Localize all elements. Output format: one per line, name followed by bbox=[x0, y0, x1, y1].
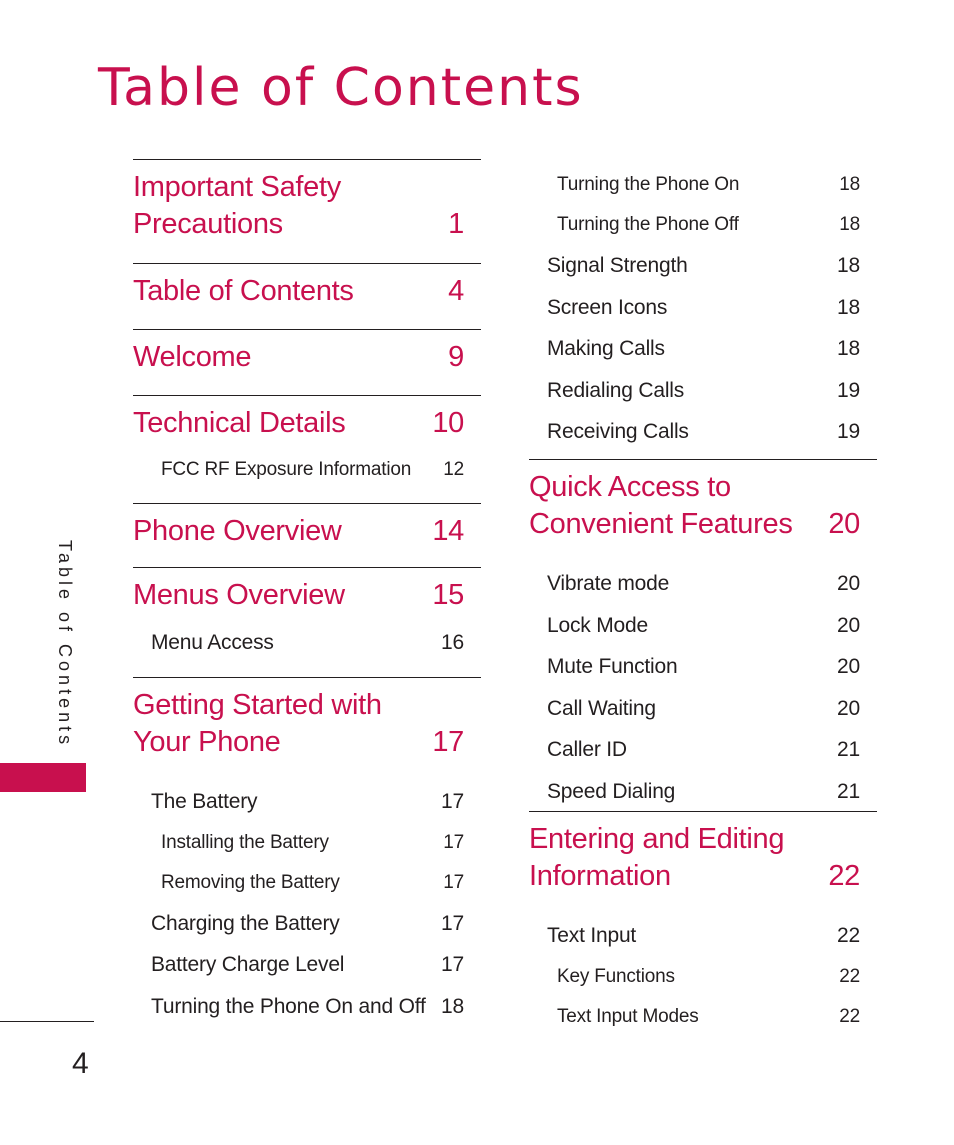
section-heading[interactable] bbox=[133, 513, 481, 550]
entry-label: Menu Access bbox=[151, 631, 274, 654]
section-page: 20 bbox=[828, 508, 860, 540]
toc-entry[interactable] bbox=[529, 915, 877, 957]
toc-column-right bbox=[529, 165, 877, 1037]
toc-entry[interactable] bbox=[529, 411, 877, 453]
entry-page: 16 bbox=[441, 631, 464, 654]
section-heading[interactable] bbox=[133, 405, 481, 442]
entry-label: Speed Dialing bbox=[547, 779, 676, 803]
toc-entry[interactable] bbox=[529, 729, 877, 771]
section-heading[interactable] bbox=[529, 469, 877, 543]
section-heading[interactable] bbox=[133, 339, 481, 376]
entry-label: Redialing Calls bbox=[547, 378, 685, 402]
entry-label: The Battery bbox=[151, 790, 258, 813]
toc-entry[interactable] bbox=[133, 450, 481, 490]
entry-page: 20 bbox=[837, 696, 860, 720]
entry-page: 21 bbox=[837, 738, 860, 761]
section-title: Entering and Editing Information bbox=[529, 823, 785, 892]
toc-entry[interactable] bbox=[529, 997, 877, 1037]
toc-section bbox=[529, 811, 877, 1037]
entry-label: Installing the Battery bbox=[161, 831, 329, 853]
entry-label: Call Waiting bbox=[547, 696, 656, 720]
toc-entry[interactable] bbox=[529, 245, 877, 287]
section-page: 17 bbox=[432, 726, 464, 758]
entry-page: 17 bbox=[441, 790, 464, 813]
toc-entry[interactable] bbox=[529, 605, 877, 647]
section-heading[interactable] bbox=[133, 577, 481, 614]
section-page: 9 bbox=[448, 341, 464, 373]
section-page: 1 bbox=[448, 208, 464, 240]
section-title: Getting Started with Your Phone bbox=[133, 689, 382, 758]
entry-label: Charging the Battery bbox=[151, 911, 340, 935]
toc-entry[interactable] bbox=[133, 781, 481, 823]
entry-page: 17 bbox=[443, 831, 464, 853]
entry-page: 22 bbox=[837, 924, 860, 947]
toc-entry[interactable] bbox=[529, 563, 877, 605]
side-section-label: Table of Contents bbox=[55, 540, 75, 749]
toc-entry[interactable] bbox=[529, 328, 877, 370]
entry-label: Screen Icons bbox=[547, 295, 668, 319]
section-title: Menus Overview bbox=[133, 579, 345, 611]
toc-entry[interactable] bbox=[133, 986, 481, 1028]
page-number: 4 bbox=[72, 1047, 89, 1080]
toc-entry[interactable] bbox=[529, 646, 877, 688]
entry-label: Turning the Phone On and Off bbox=[151, 994, 426, 1018]
entry-page: 18 bbox=[837, 337, 860, 360]
section-page: 4 bbox=[448, 275, 464, 307]
section-title: Quick Access to Convenient Features bbox=[529, 471, 793, 540]
entry-page: 18 bbox=[839, 214, 860, 235]
entry-label: Battery Charge Level bbox=[151, 953, 345, 976]
entry-page: 17 bbox=[441, 953, 464, 976]
entry-label: Making Calls bbox=[547, 337, 665, 360]
toc-section bbox=[133, 503, 481, 567]
entry-page: 18 bbox=[837, 295, 860, 319]
section-title: Technical Details bbox=[133, 407, 346, 439]
entry-page: 22 bbox=[839, 1005, 860, 1027]
toc-section bbox=[133, 677, 481, 1027]
toc-entry[interactable] bbox=[529, 771, 877, 813]
entry-label: Removing the Battery bbox=[161, 871, 340, 893]
entry-page: 18 bbox=[839, 174, 860, 195]
entry-label: Turning the Phone On bbox=[557, 174, 740, 195]
entry-page: 12 bbox=[443, 459, 464, 480]
toc-section bbox=[133, 567, 481, 677]
entry-label: Text Input Modes bbox=[557, 1005, 699, 1027]
toc-section bbox=[529, 459, 877, 811]
toc-entry[interactable] bbox=[529, 370, 877, 412]
toc-entry[interactable] bbox=[133, 863, 481, 903]
entry-page: 17 bbox=[443, 871, 464, 893]
toc-entry[interactable] bbox=[529, 957, 877, 997]
section-title: Welcome bbox=[133, 341, 252, 373]
section-page: 14 bbox=[432, 515, 464, 547]
toc-entry[interactable] bbox=[529, 205, 877, 245]
entry-page: 20 bbox=[837, 613, 860, 637]
toc-entry[interactable] bbox=[133, 944, 481, 986]
entry-label: Vibrate mode bbox=[547, 572, 670, 595]
entry-label: Lock Mode bbox=[547, 613, 648, 637]
entry-page: 18 bbox=[441, 994, 464, 1018]
entry-page: 17 bbox=[441, 911, 464, 935]
section-heading[interactable] bbox=[133, 687, 481, 761]
entry-label: Caller ID bbox=[547, 738, 627, 761]
toc-section bbox=[133, 395, 481, 503]
entry-page: 19 bbox=[837, 420, 860, 443]
entry-label: Mute Function bbox=[547, 655, 678, 678]
entry-page: 20 bbox=[837, 655, 860, 678]
toc-column-left bbox=[133, 159, 481, 1027]
toc-entry[interactable] bbox=[529, 688, 877, 730]
entry-label: FCC RF Exposure Information bbox=[161, 459, 412, 480]
toc-section bbox=[133, 263, 481, 329]
section-page: 22 bbox=[828, 860, 860, 892]
entry-page: 20 bbox=[837, 572, 860, 595]
entry-page: 22 bbox=[839, 965, 860, 987]
side-tab-marker bbox=[0, 763, 86, 792]
section-page: 10 bbox=[432, 407, 464, 439]
entry-page: 19 bbox=[837, 378, 860, 402]
section-title: Table of Contents bbox=[133, 275, 354, 307]
toc-entry[interactable] bbox=[133, 903, 481, 945]
toc-entry[interactable] bbox=[133, 622, 481, 664]
section-heading[interactable] bbox=[529, 821, 877, 895]
section-page: 15 bbox=[432, 579, 464, 611]
page-title: Table of Contents bbox=[98, 58, 584, 118]
entry-label: Key Functions bbox=[557, 965, 675, 987]
entry-label: Signal Strength bbox=[547, 254, 688, 277]
toc-section bbox=[133, 159, 481, 263]
toc-entry[interactable] bbox=[529, 287, 877, 329]
footer-divider bbox=[0, 1021, 94, 1022]
toc-section bbox=[133, 329, 481, 395]
entry-label: Receiving Calls bbox=[547, 420, 689, 443]
entry-page: 21 bbox=[837, 779, 860, 803]
toc-entry[interactable] bbox=[133, 823, 481, 863]
section-title: Important Safety Precautions bbox=[133, 171, 341, 240]
toc-entry[interactable] bbox=[529, 165, 877, 205]
section-heading[interactable] bbox=[133, 273, 481, 310]
section-heading[interactable] bbox=[133, 169, 481, 243]
entry-page: 18 bbox=[837, 254, 860, 277]
entry-label: Text Input bbox=[547, 924, 637, 947]
section-title: Phone Overview bbox=[133, 515, 342, 547]
toc-continued-entries bbox=[529, 165, 877, 459]
entry-label: Turning the Phone Off bbox=[557, 214, 739, 235]
